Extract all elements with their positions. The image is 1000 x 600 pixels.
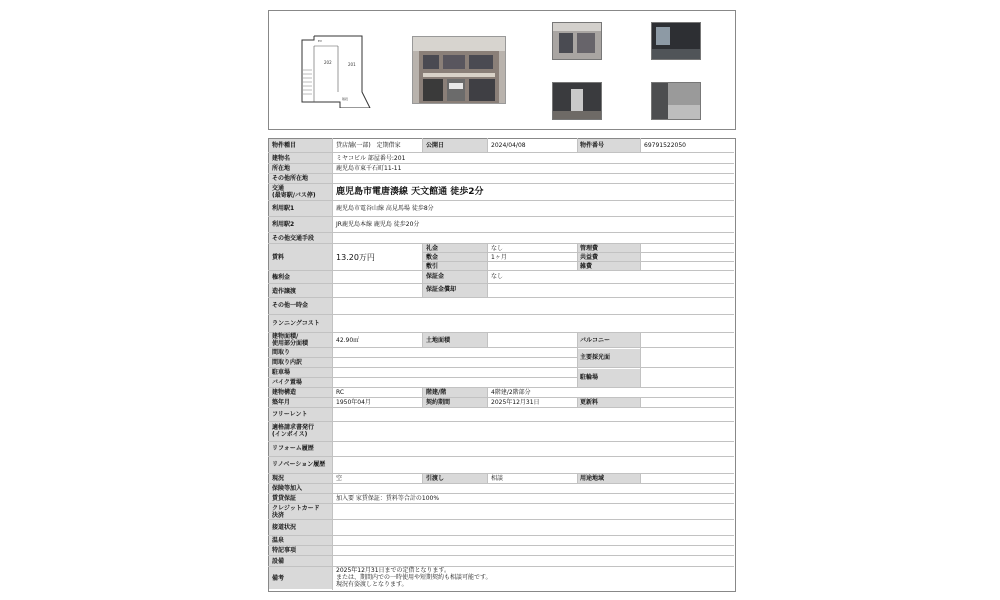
remarks-line-2: または、期間内での一時使用や短期契約も相談可能です。 <box>336 574 492 581</box>
building-facade-photo[interactable] <box>412 36 506 104</box>
remarks-line-3: 現況有姿渡しとなります。 <box>336 581 408 588</box>
remarks-line-1: 2025年12月31日までの定借となります。 <box>336 567 451 574</box>
station1-value: 鹿児島市電谷山線 高見馬場 徒歩8分 <box>336 205 434 212</box>
status-value: 空 <box>336 475 343 482</box>
balcony-label: バルコニー <box>580 337 611 344</box>
published-date-value: 2024/04/08 <box>491 142 526 149</box>
bike-parking-label: 駐輪場 <box>580 374 599 381</box>
free-rent-label: フリーレント <box>272 411 308 418</box>
other-address-label: その他所在地 <box>272 175 309 182</box>
invoice-label: 適格請求書発行 <box>272 424 315 431</box>
area-label: 建物面積/ <box>272 333 299 340</box>
madori-label: 間取り <box>272 349 291 356</box>
running-cost-label: ランニングコスト <box>272 320 320 327</box>
photo-thumbnail-4[interactable] <box>651 82 701 120</box>
contract-period-label: 契約期間 <box>426 399 451 406</box>
property-type-label: 物件種目 <box>272 142 297 149</box>
published-date-label: 公開日 <box>426 142 445 149</box>
reform-label: リフォーム履歴 <box>272 445 314 452</box>
photo-thumbnail-2[interactable] <box>651 22 701 60</box>
built-value: 1950年04月 <box>336 399 371 406</box>
photo-thumbnail-1[interactable] <box>552 22 602 60</box>
zappi-label: 雑費 <box>580 263 593 270</box>
floorplan-label-ev: EV <box>318 39 322 43</box>
shikikin-value: 1ヶ月 <box>491 254 507 261</box>
floorplan-label-201: 201 <box>348 62 356 67</box>
floors-label: 階建/階 <box>426 389 447 396</box>
structure-value: RC <box>336 389 345 396</box>
renovation-label: リノベーション履歴 <box>272 461 326 468</box>
other-transport-label: その他交通手段 <box>272 235 315 242</box>
listing-id-label: 物件番号 <box>580 142 605 149</box>
main-light-label: 主要採光面 <box>580 354 611 361</box>
guarantee-label: 賃貸保証 <box>272 495 297 502</box>
building-name-value: ミヤコビル 部屋番号:201 <box>336 155 406 162</box>
hoshokin-shokyaku-label: 保証金償却 <box>426 286 457 293</box>
rent-label: 賃料 <box>272 254 285 261</box>
transport-label-sub: (最寄駅/バス停) <box>272 192 316 199</box>
structure-label: 建物構造 <box>272 389 297 396</box>
motorbike-label: バイク置場 <box>272 379 302 386</box>
land-area-label: 土地面積 <box>426 337 451 344</box>
zoning-label: 用途地域 <box>580 475 605 482</box>
kenri-label: 権利金 <box>272 274 291 281</box>
invoice-label-sub: (インボイス) <box>272 431 308 438</box>
address-label: 所在地 <box>272 165 291 172</box>
kanri-label: 管理費 <box>580 245 599 252</box>
kyoeki-label: 共益費 <box>580 254 599 261</box>
handover-label: 引渡し <box>426 475 445 482</box>
rent-value: 13.20万円 <box>336 253 375 262</box>
floorplan-image[interactable] <box>300 34 372 108</box>
remarks-label: 備考 <box>272 575 285 582</box>
renewal-fee-label: 更新料 <box>580 399 599 406</box>
shikikin-label: 敷金 <box>426 254 439 261</box>
floors-value: 4階建/2階部分 <box>491 389 531 396</box>
facilities-label: 設備 <box>272 558 285 565</box>
address-value: 鹿児島市東千石町11-11 <box>336 165 402 172</box>
transport-value: 鹿児島市電唐湊線 天文館通 徒歩2分 <box>336 187 484 197</box>
floorplan-label-202: 202 <box>324 60 332 65</box>
parking-label: 駐車場 <box>272 369 291 376</box>
madori-detail-label: 間取り内訳 <box>272 359 303 366</box>
reikin-value: なし <box>491 245 504 252</box>
listing-id-value: 69791522050 <box>644 142 686 149</box>
hoshokin-label: 保証金 <box>426 273 445 280</box>
station1-label: 利用駅1 <box>272 205 295 212</box>
building-name-label: 建物名 <box>272 155 291 162</box>
floorplan-label-stairs: 階段 <box>342 97 349 101</box>
transport-label: 交通 <box>272 185 285 192</box>
credit-card-label: クレジットカード <box>272 505 320 512</box>
photo-thumbnail-3[interactable] <box>552 82 602 120</box>
area-label-sub: 使用部分面積 <box>272 340 309 347</box>
status-label: 現況 <box>272 475 285 482</box>
contract-period-value: 2025年12月31日 <box>491 399 540 406</box>
station2-value: JR鹿児島本線 鹿児島 徒歩20分 <box>336 221 420 228</box>
onsen-label: 温泉 <box>272 537 285 544</box>
other-onetime-label: その他一時金 <box>272 302 309 309</box>
zosaku-label: 造作譲渡 <box>272 288 297 295</box>
handover-value: 相談 <box>491 475 504 482</box>
built-label: 築年月 <box>272 399 291 406</box>
station2-label: 利用駅2 <box>272 221 295 228</box>
guarantee-value: 加入要 家賃保証：賃料等合計の100% <box>336 495 440 502</box>
hoshokin-value: なし <box>491 273 504 280</box>
property-type-value: 貸店舗(一部) 定期借家 <box>336 142 401 149</box>
road-access-label: 接道状況 <box>272 524 297 531</box>
credit-card-label-sub: 決済 <box>272 512 285 519</box>
area-value: 42.90㎡ <box>336 337 360 344</box>
insurance-label: 保険等加入 <box>272 485 303 492</box>
reikin-label: 礼金 <box>426 245 439 252</box>
special-notes-label: 特記事項 <box>272 547 297 554</box>
shikibiki-label: 敷引 <box>426 263 439 270</box>
